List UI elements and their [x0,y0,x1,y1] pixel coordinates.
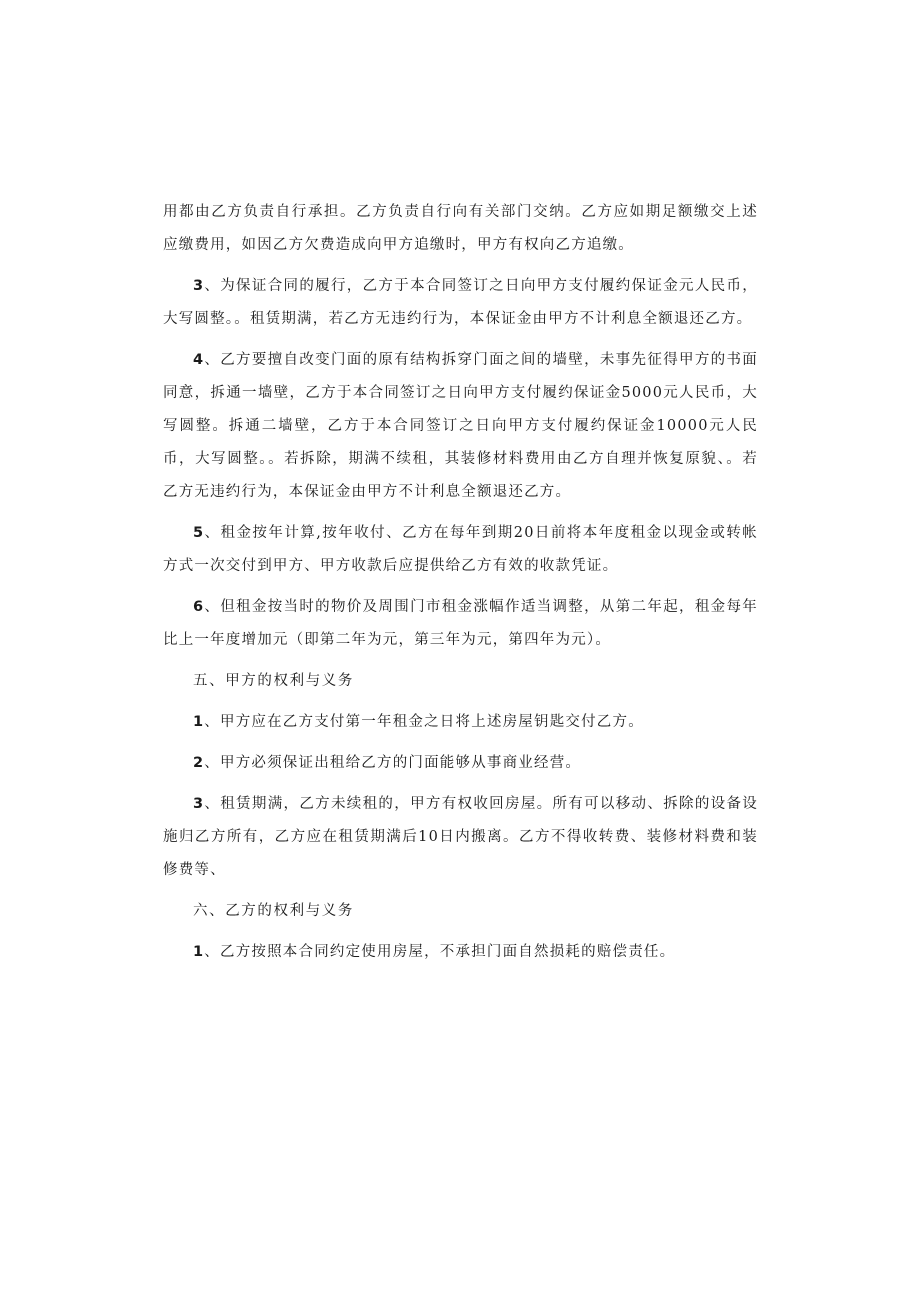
document-page [163,196,758,977]
clause-4-5 [163,517,758,583]
clause-4-6 [163,591,758,657]
clause-number: 1 [193,714,205,730]
paragraph-text: 、乙方要擅自改变门面的原有结构拆穿门面之间的墙壁，未事先征得甲方的书面同意，拆通一墙壁，乙方于本合同签订之日向甲方支付履约保证金5000元人民币，大写圆整。拆通二墙壁，乙方于本合同签订之日向甲方支付履约保证金10000元人民币，大写圆整。。若拆除，期满不续租，其装修材料费用由乙方自理并恢复原貌、。若乙方无违约行为，本保证金由甲方不计利息全额退还乙方。 [163,352,758,500]
paragraph-continued [163,196,758,262]
paragraph-text: 、乙方按照本合同约定使用房屋，不承担门面自然损耗的赔偿责任。 [204,944,676,960]
clause-number: 4 [193,352,205,368]
clause-4-4 [163,344,758,509]
clause-5-2 [163,747,758,780]
paragraph-text: 、租赁期满，乙方未续租的，甲方有权收回房屋。所有可以移动、拆除的设备设施归乙方所有，乙方应在租赁期满后10日内搬离。乙方不得收转费、装修材料费和装修费等、 [163,796,758,878]
clause-5-3 [163,788,758,887]
clause-number: 1 [193,944,205,960]
section-heading-text: 五、甲方的权利与义务 [193,673,354,689]
clause-number: 6 [193,599,205,615]
paragraph-text: 、甲方应在乙方支付第一年租金之日将上述房屋钥匙交付乙方。 [204,714,644,730]
section-heading-text: 六、乙方的权利与义务 [193,903,354,919]
section-heading-6 [163,895,758,928]
paragraph-text: 、但租金按当时的物价及周围门市租金涨幅作适当调整，从第二年起，租金每年比上一年度增加元（即第二年为元，第三年为元，第四年为元）。 [163,599,758,648]
clause-number: 3 [193,796,205,812]
paragraph-text: 、租金按年计算,按年收付、乙方在每年到期20日前将本年度租金以现金或转帐方式一次交付到甲方、甲方收款后应提供给乙方有效的收款凭证。 [163,525,758,574]
paragraph-text: 用都由乙方负责自行承担。乙方负责自行向有关部门交纳。乙方应如期足额缴交上述应缴费用，如因乙方欠费造成向甲方追缴时，甲方有权向乙方追缴。 [163,204,758,253]
paragraph-text: 、为保证合同的履行，乙方于本合同签订之日向甲方支付履约保证金元人民币，大写圆整。。租赁期满，若乙方无违约行为，本保证金由甲方不计利息全额退还乙方。 [163,278,758,327]
paragraph-text: 、甲方必须保证出租给乙方的门面能够从事商业经营。 [204,755,582,771]
clause-5-1 [163,706,758,739]
clause-number: 3 [193,278,205,294]
clause-6-1 [163,936,758,969]
clause-number: 5 [193,525,205,541]
clause-number: 2 [193,755,205,771]
section-heading-5 [163,665,758,698]
clause-4-3 [163,270,758,336]
